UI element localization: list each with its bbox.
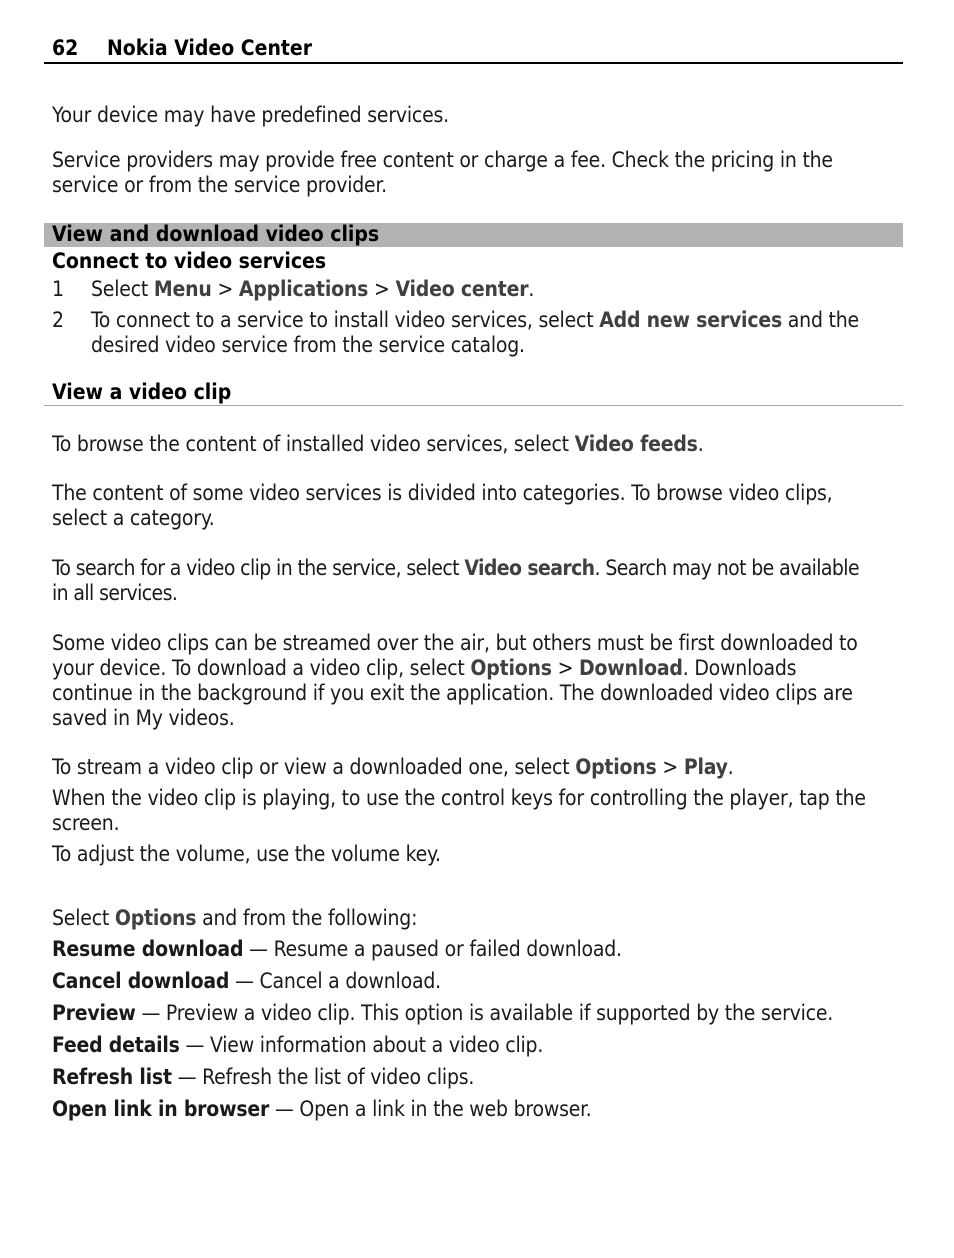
options-term: Options	[575, 755, 657, 779]
chapter-title: Nokia Video Center	[107, 36, 313, 60]
step-1: Select Menu > Applications > Video center.	[91, 277, 535, 301]
section-title: View and download video clips	[52, 222, 380, 246]
page-header	[44, 34, 903, 64]
option-term: Cancel download	[52, 969, 230, 993]
applications-term: Applications	[238, 277, 369, 301]
intro-paragraph-1: Your device may have predefined services.	[52, 103, 449, 127]
option-item: Open link in browser — Open a link in the web browser.	[52, 1097, 592, 1121]
connect-heading: Connect to video services	[52, 249, 327, 273]
view-paragraph-1: To browse the content of installed video services, select Video feeds.	[52, 432, 704, 456]
page-number: 62	[52, 36, 79, 60]
view-paragraph-6: When the video clip is playing, to use the control keys for controlling the player, tap the screen.	[52, 786, 866, 835]
menu-term: Menu	[153, 277, 212, 301]
option-item: Cancel download — Cancel a download.	[52, 969, 441, 993]
option-term: Refresh list	[52, 1065, 172, 1089]
heading-divider	[44, 405, 903, 406]
options-term: Options	[470, 656, 552, 680]
option-item: Resume download — Resume a paused or failed download.	[52, 937, 622, 961]
section-heading-bar	[44, 223, 903, 247]
add-new-services-term: Add new services	[599, 308, 782, 332]
view-paragraph-4: Some video clips can be streamed over the air, but others must be first downloaded to your device. To download a video clip, select Options > Download. Downloads continue in the background if you exit the application. The downloaded video clips are saved in My videos.	[52, 631, 858, 730]
option-item: Preview — Preview a video clip. This option is available if supported by the service.	[52, 1001, 834, 1025]
option-item: Feed details — View information about a video clip.	[52, 1033, 544, 1057]
view-paragraph-7: To adjust the volume, use the volume key.	[52, 842, 441, 866]
view-clip-heading: View a video clip	[52, 380, 232, 404]
option-item: Refresh list — Refresh the list of video clips.	[52, 1065, 475, 1089]
option-term: Open link in browser	[52, 1097, 270, 1121]
step-number-2: 2	[52, 308, 65, 332]
video-feeds-term: Video feeds	[574, 432, 698, 456]
option-term: Preview	[52, 1001, 136, 1025]
step-number-1: 1	[52, 277, 65, 301]
view-paragraph-3: To search for a video clip in the service, select Video search. Search may not be available in all services.	[52, 556, 859, 605]
intro-paragraph-2: Service providers may provide free content or charge a fee. Check the pricing in the service or from the service provider.	[52, 148, 833, 197]
download-term: Download	[579, 656, 683, 680]
view-paragraph-5: To stream a video clip or view a downloaded one, select Options > Play.	[52, 755, 734, 779]
option-term: Resume download	[52, 937, 244, 961]
play-term: Play	[683, 755, 728, 779]
video-search-term: Video search	[464, 556, 595, 580]
option-term: Feed details	[52, 1033, 180, 1057]
step-2: To connect to a service to install video services, select Add new services and the desired video service from the service catalog.	[91, 308, 859, 357]
view-paragraph-2: The content of some video services is divided into categories. To browse video clips, select a category.	[52, 481, 833, 530]
options-term: Options	[114, 906, 197, 930]
options-intro: Select Options and from the following:	[52, 906, 418, 930]
video-center-term: Video center	[395, 277, 529, 301]
